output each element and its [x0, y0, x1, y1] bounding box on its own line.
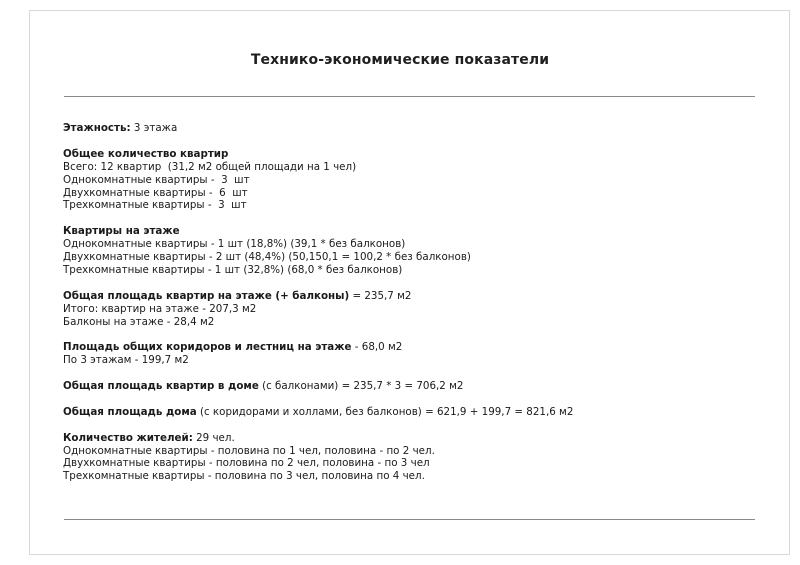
- page-title: Технико-экономические показатели: [250, 52, 550, 68]
- per-floor-line: Двухкомнатные квартиры - 2 шт (48,4%) (50,150,1 = 100,2 * без балконов): [63, 251, 471, 264]
- total-apartments-section: [63, 148, 763, 213]
- house-area-section: [63, 406, 763, 419]
- per-floor-line: Однокомнатные квартиры - 1 шт (18,8%) (39,1 * без балконов): [63, 238, 406, 251]
- indicators-body: [63, 122, 763, 496]
- per-floor-line: Трехкомнатные квартиры - 1 шт (32,8%) (68,0 * без балконов): [63, 263, 403, 276]
- residents-line: Двухкомнатные квартиры - половина по 2 чел, половина - по 3 чел: [63, 457, 430, 470]
- floor-area-line: Балконы на этаже - 28,4 м2: [63, 315, 215, 328]
- total-apartments-line: Трехкомнатные квартиры - 3 шт: [63, 199, 247, 212]
- house-apartments-area-label: Общая площадь квартир в доме: [63, 380, 259, 393]
- floors-label: Этажность:: [63, 122, 131, 134]
- residents-line: Трехкомнатные квартиры - половина по 3 чел, половина по 4 чел.: [63, 470, 425, 483]
- house-area-value: (с коридорами и холлами, без балконов) = 621,9 + 199,7 = 821,6 м2: [196, 405, 574, 418]
- common-area-section: [63, 341, 763, 367]
- residents-value: 29 чел.: [192, 431, 235, 444]
- bottom-divider: [64, 519, 755, 520]
- house-area-label: Общая площадь дома: [63, 405, 197, 418]
- per-floor-section: [63, 225, 763, 277]
- residents-line: Однокомнатные квартиры - половина по 1 чел, половина - по 2 чел.: [63, 444, 435, 457]
- floor-area-label: Общая площадь квартир на этаже (+ балконы): [63, 289, 350, 302]
- floor-area-value: = 235,7 м2: [349, 289, 412, 302]
- residents-section: [63, 432, 763, 484]
- per-floor-heading: Квартиры на этаже: [63, 225, 180, 238]
- residents-label: Количество жителей:: [63, 431, 193, 444]
- total-apartments-line: Однокомнатные квартиры - 3 шт: [63, 173, 250, 186]
- common-area-line: По 3 этажам - 199,7 м2: [63, 354, 189, 367]
- house-apartments-area-section: [63, 380, 763, 393]
- house-apartments-area-value: (с балконами) = 235,7 * 3 = 706,2 м2: [258, 380, 464, 393]
- common-area-value: - 68,0 м2: [351, 341, 403, 354]
- total-apartments-line: Всего: 12 квартир (31,2 м2 общей площади на 1 чел): [63, 160, 357, 173]
- total-apartments-heading: Общее количество квартир: [63, 147, 229, 160]
- floors-value: 3 этажа: [130, 122, 178, 134]
- common-area-label: Площадь общих коридоров и лестниц на этаже: [63, 341, 352, 354]
- top-divider: [64, 96, 755, 97]
- floor-area-line: Итого: квартир на этаже - 207,3 м2: [63, 302, 257, 315]
- floor-area-section: [63, 290, 763, 329]
- floors-section: [63, 122, 763, 135]
- total-apartments-line: Двухкомнатные квартиры - 6 шт: [63, 186, 248, 199]
